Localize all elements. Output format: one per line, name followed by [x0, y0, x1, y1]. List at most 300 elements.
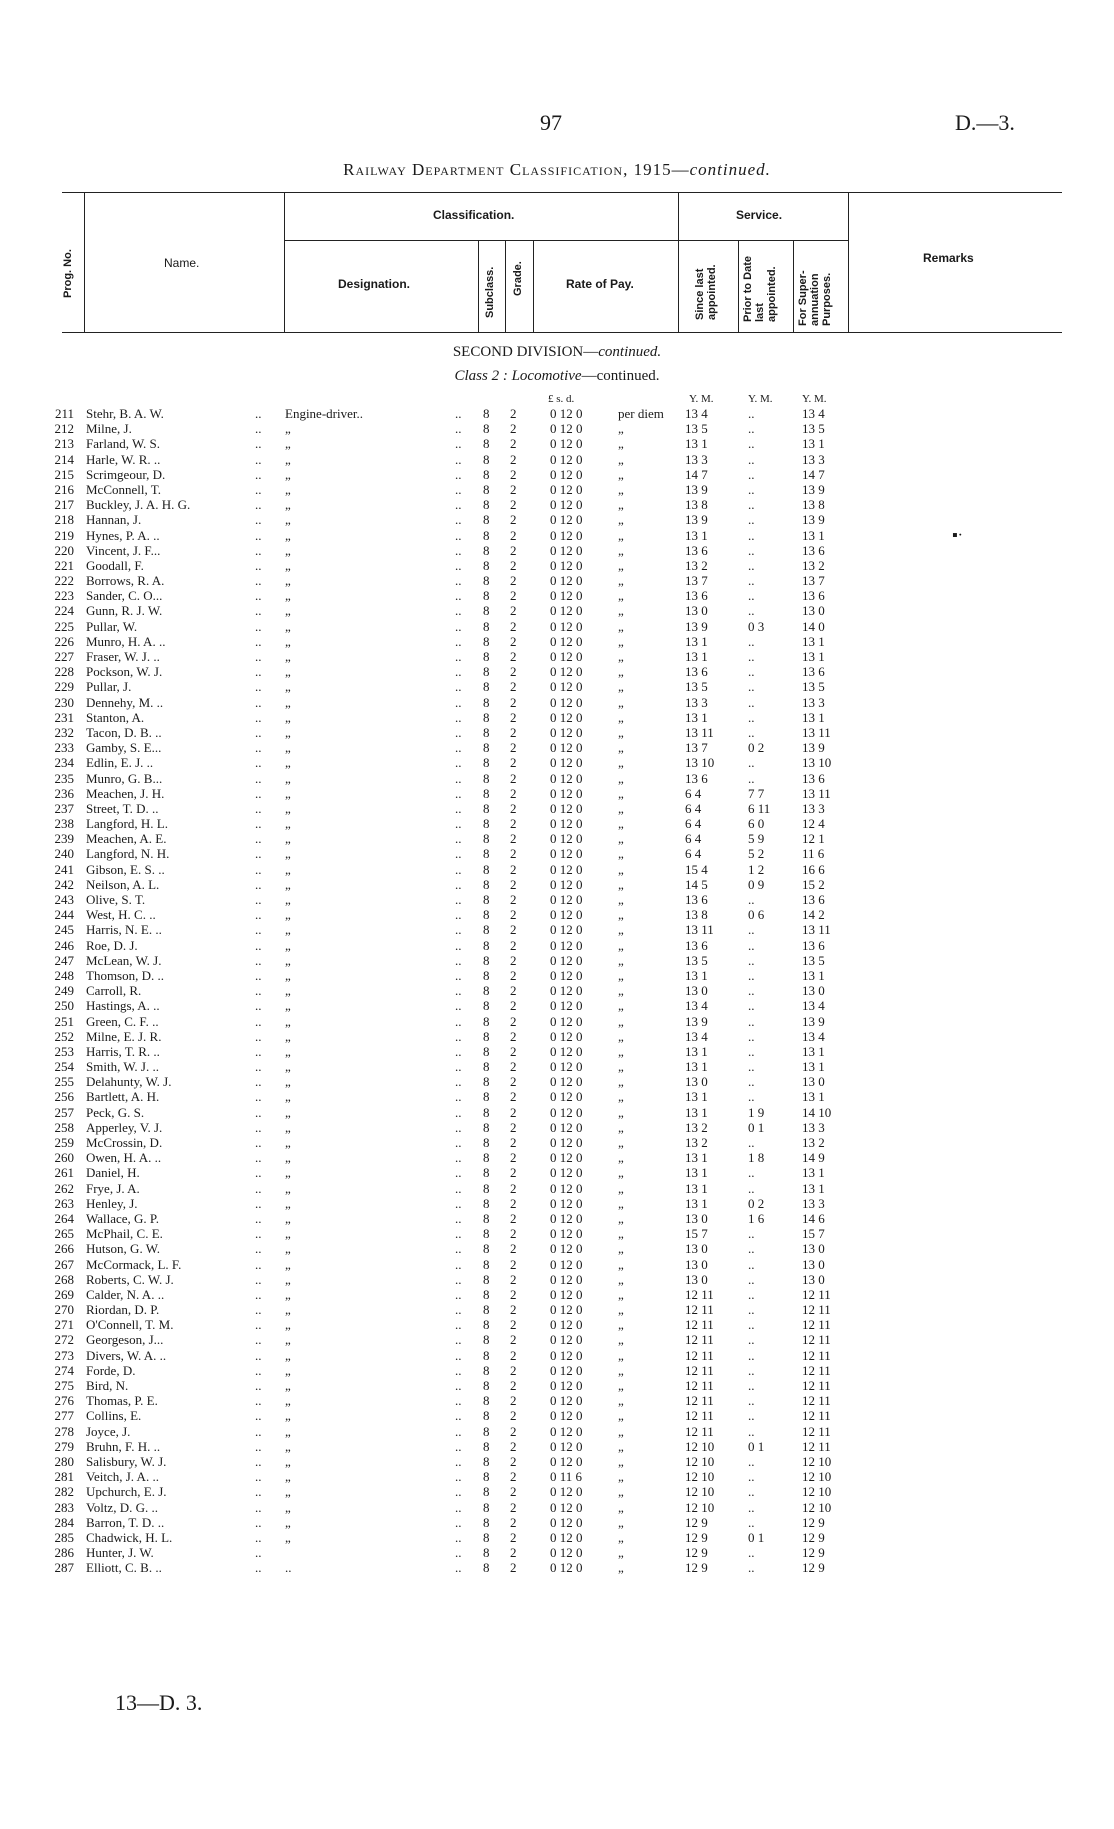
service-since-last: 12 9 [685, 1545, 708, 1561]
designation: „ [285, 1226, 291, 1242]
leader-dots: .. [455, 967, 462, 983]
leader-dots: .. [255, 1393, 262, 1409]
service-prior: .. [748, 770, 755, 786]
rate-of-pay: 0 12 0 [550, 1393, 583, 1409]
pay-unit: „ [618, 709, 624, 725]
employee-name: Riordan, D. P. [86, 1302, 160, 1318]
leader-dots: .. [255, 876, 262, 892]
prog-number: 241 [54, 861, 74, 877]
table-row [0, 786, 1114, 801]
rate-of-pay: 0 12 0 [550, 1089, 583, 1105]
leader-dots: .. [255, 573, 262, 589]
leader-dots: .. [455, 892, 462, 907]
leader-dots: .. [455, 770, 462, 786]
leader-dots: .. [455, 1438, 462, 1454]
table-row [0, 1226, 1114, 1241]
leader-dots: .. [455, 542, 462, 558]
subclass: 8 [483, 1393, 490, 1409]
pay-unit: „ [618, 1271, 624, 1287]
rate-of-pay: 0 12 0 [550, 633, 583, 649]
pay-unit: „ [618, 1393, 624, 1409]
designation: „ [285, 1195, 291, 1211]
grade: 2 [510, 846, 517, 862]
service-superannuation: 12 4 [802, 816, 825, 832]
designation: „ [285, 694, 291, 710]
leader-dots: .. [255, 1529, 262, 1545]
grade: 2 [510, 1514, 517, 1530]
table-row [0, 907, 1114, 922]
leader-dots: .. [455, 755, 462, 771]
grade: 2 [510, 983, 517, 999]
prog-number: 286 [54, 1545, 74, 1561]
pay-unit: „ [618, 998, 624, 1014]
leader-dots: .. [455, 481, 462, 497]
service-prior: .. [748, 481, 755, 497]
employee-name: Pockson, W. J. [86, 664, 163, 680]
subclass: 8 [483, 557, 490, 573]
leader-dots: .. [255, 709, 262, 725]
leader-dots: .. [455, 664, 462, 680]
prog-number: 221 [54, 557, 74, 573]
employee-name: McConnell, T. [86, 481, 161, 497]
service-since-last: 13 0 [685, 1271, 708, 1287]
service-superannuation: 13 6 [802, 937, 825, 953]
rate-of-pay: 0 12 0 [550, 1286, 583, 1302]
rate-of-pay: 0 12 0 [550, 1028, 583, 1044]
grade: 2 [510, 1484, 517, 1500]
service-since-last: 12 11 [685, 1302, 714, 1318]
grade: 2 [510, 1165, 517, 1181]
subclass: 8 [483, 1226, 490, 1242]
service-superannuation: 12 10 [802, 1484, 832, 1500]
service-prior: 0 2 [748, 740, 765, 756]
service-since-last: 13 1 [685, 967, 708, 983]
grade: 2 [510, 1286, 517, 1302]
header-top-rule [62, 192, 1062, 193]
leader-dots: .. [455, 1256, 462, 1272]
service-since-last: 13 6 [685, 937, 708, 953]
leader-dots: .. [455, 846, 462, 862]
rate-of-pay: 0 12 0 [550, 436, 583, 452]
service-since-last: 13 9 [685, 512, 708, 528]
header-rate-of-pay: Rate of Pay. [566, 277, 634, 291]
table-row [0, 1241, 1114, 1256]
prog-number: 253 [54, 1043, 74, 1059]
grade: 2 [510, 573, 517, 589]
leader-dots: .. [455, 573, 462, 589]
leader-dots: .. [255, 1089, 262, 1105]
leader-dots: .. [455, 1453, 462, 1469]
pay-unit: „ [618, 1104, 624, 1120]
table-row [0, 1105, 1114, 1120]
rate-of-pay: 0 12 0 [550, 1560, 583, 1576]
employee-name: Chadwick, H. L. [86, 1529, 173, 1545]
service-prior: .. [748, 588, 755, 604]
leader-dots: .. [455, 952, 462, 968]
prog-number: 281 [54, 1469, 74, 1485]
leader-dots: .. [455, 694, 462, 710]
table-row [0, 1074, 1114, 1089]
service-since-last: 12 9 [685, 1514, 708, 1530]
leader-dots: .. [455, 1089, 462, 1105]
pay-unit: „ [618, 664, 624, 680]
service-prior: .. [748, 1317, 755, 1333]
grade: 2 [510, 1545, 517, 1561]
service-prior: .. [748, 1271, 755, 1287]
service-since-last: 13 0 [685, 1256, 708, 1272]
designation: „ [285, 1453, 291, 1469]
leader-dots: .. [255, 1332, 262, 1348]
pay-unit: „ [618, 800, 624, 816]
leader-dots: .. [255, 846, 262, 862]
rate-of-pay: 0 12 0 [550, 1362, 583, 1378]
rate-of-pay: 0 12 0 [550, 557, 583, 573]
prior-units: Y. M. [748, 393, 773, 405]
subclass: 8 [483, 512, 490, 528]
service-prior: .. [748, 436, 755, 452]
grade: 2 [510, 709, 517, 725]
prog-number: 218 [54, 512, 74, 528]
prog-number: 219 [54, 527, 74, 543]
table-row [0, 482, 1114, 497]
service-since-last: 13 10 [685, 755, 715, 771]
leader-dots: .. [255, 1104, 262, 1120]
subclass: 8 [483, 1514, 490, 1530]
service-since-last: 13 11 [685, 724, 714, 740]
service-superannuation: 13 3 [802, 694, 825, 710]
rate-of-pay: 0 12 0 [550, 1347, 583, 1363]
rate-of-pay: 0 12 0 [550, 664, 583, 680]
grade: 2 [510, 1453, 517, 1469]
grade: 2 [510, 952, 517, 968]
leader-dots: .. [255, 1028, 262, 1044]
rate-of-pay: 0 12 0 [550, 892, 583, 907]
employee-name: Vincent, J. F... [86, 542, 161, 558]
service-prior: .. [748, 1180, 755, 1196]
service-superannuation: 13 1 [802, 1180, 825, 1196]
rate-of-pay: 0 12 0 [550, 755, 583, 771]
leader-dots: .. [255, 1378, 262, 1393]
service-superannuation: 13 9 [802, 1013, 825, 1029]
designation: „ [285, 1408, 291, 1424]
designation: „ [285, 892, 291, 907]
leader-dots: .. [455, 1241, 462, 1257]
service-superannuation: 13 1 [802, 1043, 825, 1059]
table-row [0, 1363, 1114, 1378]
service-superannuation: 13 0 [802, 1271, 825, 1287]
table-row [0, 877, 1114, 892]
service-since-last: 6 4 [685, 831, 702, 847]
designation: „ [285, 831, 291, 847]
grade: 2 [510, 588, 517, 604]
leader-dots: .. [255, 436, 262, 452]
grade: 2 [510, 1423, 517, 1439]
prog-number: 270 [54, 1302, 74, 1318]
rate-of-pay: 0 12 0 [550, 967, 583, 983]
service-superannuation: 12 1 [802, 831, 825, 847]
rate-of-pay: 0 12 0 [550, 466, 583, 482]
employee-name: Wallace, G. P. [86, 1210, 159, 1226]
grade: 2 [510, 497, 517, 513]
prog-number: 227 [54, 649, 74, 664]
service-superannuation: 14 7 [802, 466, 825, 482]
rate-of-pay: 0 12 0 [550, 1074, 583, 1090]
service-superannuation: 12 11 [802, 1347, 831, 1363]
pay-unit: „ [618, 1560, 624, 1576]
designation: „ [285, 588, 291, 604]
subclass: 8 [483, 998, 490, 1014]
service-prior: .. [748, 967, 755, 983]
grade: 2 [510, 512, 517, 528]
service-prior: .. [748, 998, 755, 1014]
designation: „ [285, 633, 291, 649]
pay-unit: „ [618, 1317, 624, 1333]
prog-number: 233 [54, 740, 74, 756]
subclass: 8 [483, 1453, 490, 1469]
pay-unit: „ [618, 512, 624, 528]
leader-dots: .. [455, 1469, 462, 1485]
service-superannuation: 13 7 [802, 573, 825, 589]
prog-number: 246 [54, 937, 74, 953]
subclass: 8 [483, 876, 490, 892]
employee-name: McLean, W. J. [86, 952, 162, 968]
service-prior: .. [748, 1362, 755, 1378]
leader-dots: .. [455, 1119, 462, 1135]
employee-name: Calder, N. A. .. [86, 1286, 165, 1302]
employee-name: Peck, G. S. [86, 1104, 145, 1120]
designation: „ [285, 998, 291, 1014]
employee-name: Edlin, E. J. .. [86, 755, 154, 771]
pay-unit: „ [618, 1028, 624, 1044]
leader-dots: .. [455, 724, 462, 740]
service-since-last: 6 4 [685, 846, 702, 862]
employee-name: Joyce, J. [86, 1423, 131, 1439]
service-since-last: 13 1 [685, 709, 708, 725]
pay-unit: „ [618, 1378, 624, 1393]
service-since-last: 12 11 [685, 1286, 714, 1302]
leader-dots: .. [455, 1545, 462, 1561]
prog-number: 242 [54, 876, 74, 892]
pay-unit: „ [618, 1423, 624, 1439]
table-row [0, 862, 1114, 877]
grade: 2 [510, 1393, 517, 1409]
grade: 2 [510, 1226, 517, 1242]
rate-of-pay: 0 12 0 [550, 785, 583, 801]
service-since-last: 12 10 [685, 1484, 715, 1500]
employee-name: Carroll, R. [86, 983, 142, 999]
employee-name: Voltz, D. G. .. [86, 1499, 158, 1515]
grade: 2 [510, 527, 517, 543]
leader-dots: .. [255, 907, 262, 923]
prog-number: 224 [54, 603, 74, 619]
designation: „ [285, 876, 291, 892]
designation: „ [285, 952, 291, 968]
leader-dots: .. [455, 1393, 462, 1409]
service-superannuation: 14 0 [802, 618, 825, 634]
leader-dots: .. [455, 1408, 462, 1424]
leader-dots: .. [255, 952, 262, 968]
service-since-last: 13 0 [685, 1241, 708, 1257]
service-superannuation: 13 6 [802, 588, 825, 604]
designation: „ [285, 1514, 291, 1530]
employee-name: Bartlett, A. H. [86, 1089, 160, 1105]
rate-of-pay: 0 12 0 [550, 1271, 583, 1287]
prog-number: 244 [54, 907, 74, 923]
pay-unit: „ [618, 1226, 624, 1242]
rate-of-pay: 0 12 0 [550, 846, 583, 862]
service-superannuation: 13 9 [802, 740, 825, 756]
service-prior: 1 8 [748, 1150, 765, 1166]
pay-unit: „ [618, 1241, 624, 1257]
prog-number: 264 [54, 1210, 74, 1226]
table-row [0, 1408, 1114, 1423]
table-row [0, 740, 1114, 755]
service-superannuation: 12 11 [802, 1302, 831, 1318]
employee-name: Hynes, P. A. .. [86, 527, 160, 543]
grade: 2 [510, 1241, 517, 1257]
employee-name: Smith, W. J. .. [86, 1059, 159, 1075]
pay-unit: „ [618, 588, 624, 604]
service-since-last: 12 11 [685, 1408, 714, 1424]
leader-dots: .. [255, 998, 262, 1014]
leader-dots: .. [255, 1317, 262, 1333]
prog-number: 283 [54, 1499, 74, 1515]
rate-of-pay: 0 12 0 [550, 1317, 583, 1333]
leader-dots: .. [255, 1135, 262, 1150]
service-since-last: 13 8 [685, 907, 708, 923]
designation: „ [285, 1089, 291, 1105]
service-since-last: 12 9 [685, 1560, 708, 1576]
service-prior: .. [748, 1545, 755, 1561]
employee-name: Scrimgeour, D. [86, 466, 166, 482]
grade: 2 [510, 1028, 517, 1044]
designation: „ [285, 770, 291, 786]
grade: 2 [510, 633, 517, 649]
grade: 2 [510, 831, 517, 847]
prog-number: 274 [54, 1362, 74, 1378]
designation: „ [285, 1302, 291, 1318]
service-superannuation: 15 2 [802, 876, 825, 892]
employee-name: Owen, H. A. .. [86, 1150, 162, 1166]
table-row [0, 1196, 1114, 1211]
leader-dots: .. [455, 1560, 462, 1576]
service-since-last: 13 6 [685, 542, 708, 558]
table-row [0, 816, 1114, 831]
table-row [0, 922, 1114, 937]
grade: 2 [510, 1378, 517, 1393]
leader-dots: .. [455, 557, 462, 573]
leader-dots: .. [455, 831, 462, 847]
service-since-last: 12 11 [685, 1317, 714, 1333]
employee-name: Stanton, A. [86, 709, 145, 725]
service-since-last: 12 10 [685, 1469, 715, 1485]
rate-of-pay: 0 12 0 [550, 1241, 583, 1257]
prog-number: 260 [54, 1150, 74, 1166]
leader-dots: .. [255, 861, 262, 877]
grade: 2 [510, 466, 517, 482]
table-row [0, 406, 1114, 421]
service-superannuation: 12 11 [802, 1408, 831, 1424]
rate-of-pay: 0 12 0 [550, 588, 583, 604]
subclass: 8 [483, 633, 490, 649]
designation: „ [285, 1059, 291, 1075]
rate-of-pay: 0 12 0 [550, 1484, 583, 1500]
service-since-last: 13 4 [685, 406, 708, 421]
leader-dots: .. [255, 922, 262, 938]
leader-dots: .. [255, 1150, 262, 1166]
subclass: 8 [483, 1150, 490, 1166]
section-subtitle [0, 368, 1114, 385]
employee-name: Borrows, R. A. [86, 573, 165, 589]
grade: 2 [510, 1089, 517, 1105]
subclass: 8 [483, 573, 490, 589]
grade: 2 [510, 406, 517, 421]
service-since-last: 13 9 [685, 481, 708, 497]
leader-dots: .. [255, 785, 262, 801]
pay-unit: „ [618, 694, 624, 710]
service-since-last: 13 6 [685, 770, 708, 786]
service-since-last: 13 1 [685, 1089, 708, 1105]
service-since-last: 13 3 [685, 451, 708, 467]
grade: 2 [510, 694, 517, 710]
table-row [0, 1469, 1114, 1484]
service-superannuation: 13 1 [802, 1059, 825, 1075]
rate-of-pay: 0 12 0 [550, 1210, 583, 1226]
designation: „ [285, 816, 291, 832]
pay-unit: „ [618, 846, 624, 862]
service-prior: 0 1 [748, 1529, 765, 1545]
col-divider [738, 240, 739, 332]
table-row [0, 1059, 1114, 1074]
service-since-last: 6 4 [685, 816, 702, 832]
leader-dots: .. [455, 1135, 462, 1150]
prog-number: 268 [54, 1271, 74, 1287]
prog-number: 213 [54, 436, 74, 452]
designation: „ [285, 1256, 291, 1272]
table-row [0, 1302, 1114, 1317]
prog-number: 238 [54, 816, 74, 832]
leader-dots: .. [455, 436, 462, 452]
prog-number: 247 [54, 952, 74, 968]
subclass: 8 [483, 1469, 490, 1485]
service-superannuation: 12 10 [802, 1469, 832, 1485]
employee-name: Thomson, D. .. [86, 967, 164, 983]
leader-dots: .. [255, 1362, 262, 1378]
employee-name: Tacon, D. B. .. [86, 724, 162, 740]
header-service: Service. [736, 208, 783, 222]
service-superannuation: 12 11 [802, 1317, 831, 1333]
service-prior: 0 6 [748, 907, 765, 923]
section-title-italic: continued. [598, 344, 662, 360]
designation: „ [285, 1347, 291, 1363]
pay-unit: „ [618, 892, 624, 907]
header-since-last: Since last appointed. [694, 264, 718, 320]
prog-number: 240 [54, 846, 74, 862]
col-divider [84, 192, 85, 332]
employee-name: Dennehy, M. .. [86, 694, 164, 710]
rate-of-pay: 0 12 0 [550, 876, 583, 892]
table-row [0, 1135, 1114, 1150]
employee-name: Daniel, H. [86, 1165, 140, 1181]
rate-of-pay: 0 12 0 [550, 694, 583, 710]
designation: „ [285, 1119, 291, 1135]
section-title [0, 344, 1114, 361]
table-row [0, 1165, 1114, 1180]
leader-dots: .. [455, 1180, 462, 1196]
leader-dots: .. [255, 1241, 262, 1257]
employee-name: Milne, E. J. R. [86, 1028, 162, 1044]
service-since-last: 12 9 [685, 1529, 708, 1545]
